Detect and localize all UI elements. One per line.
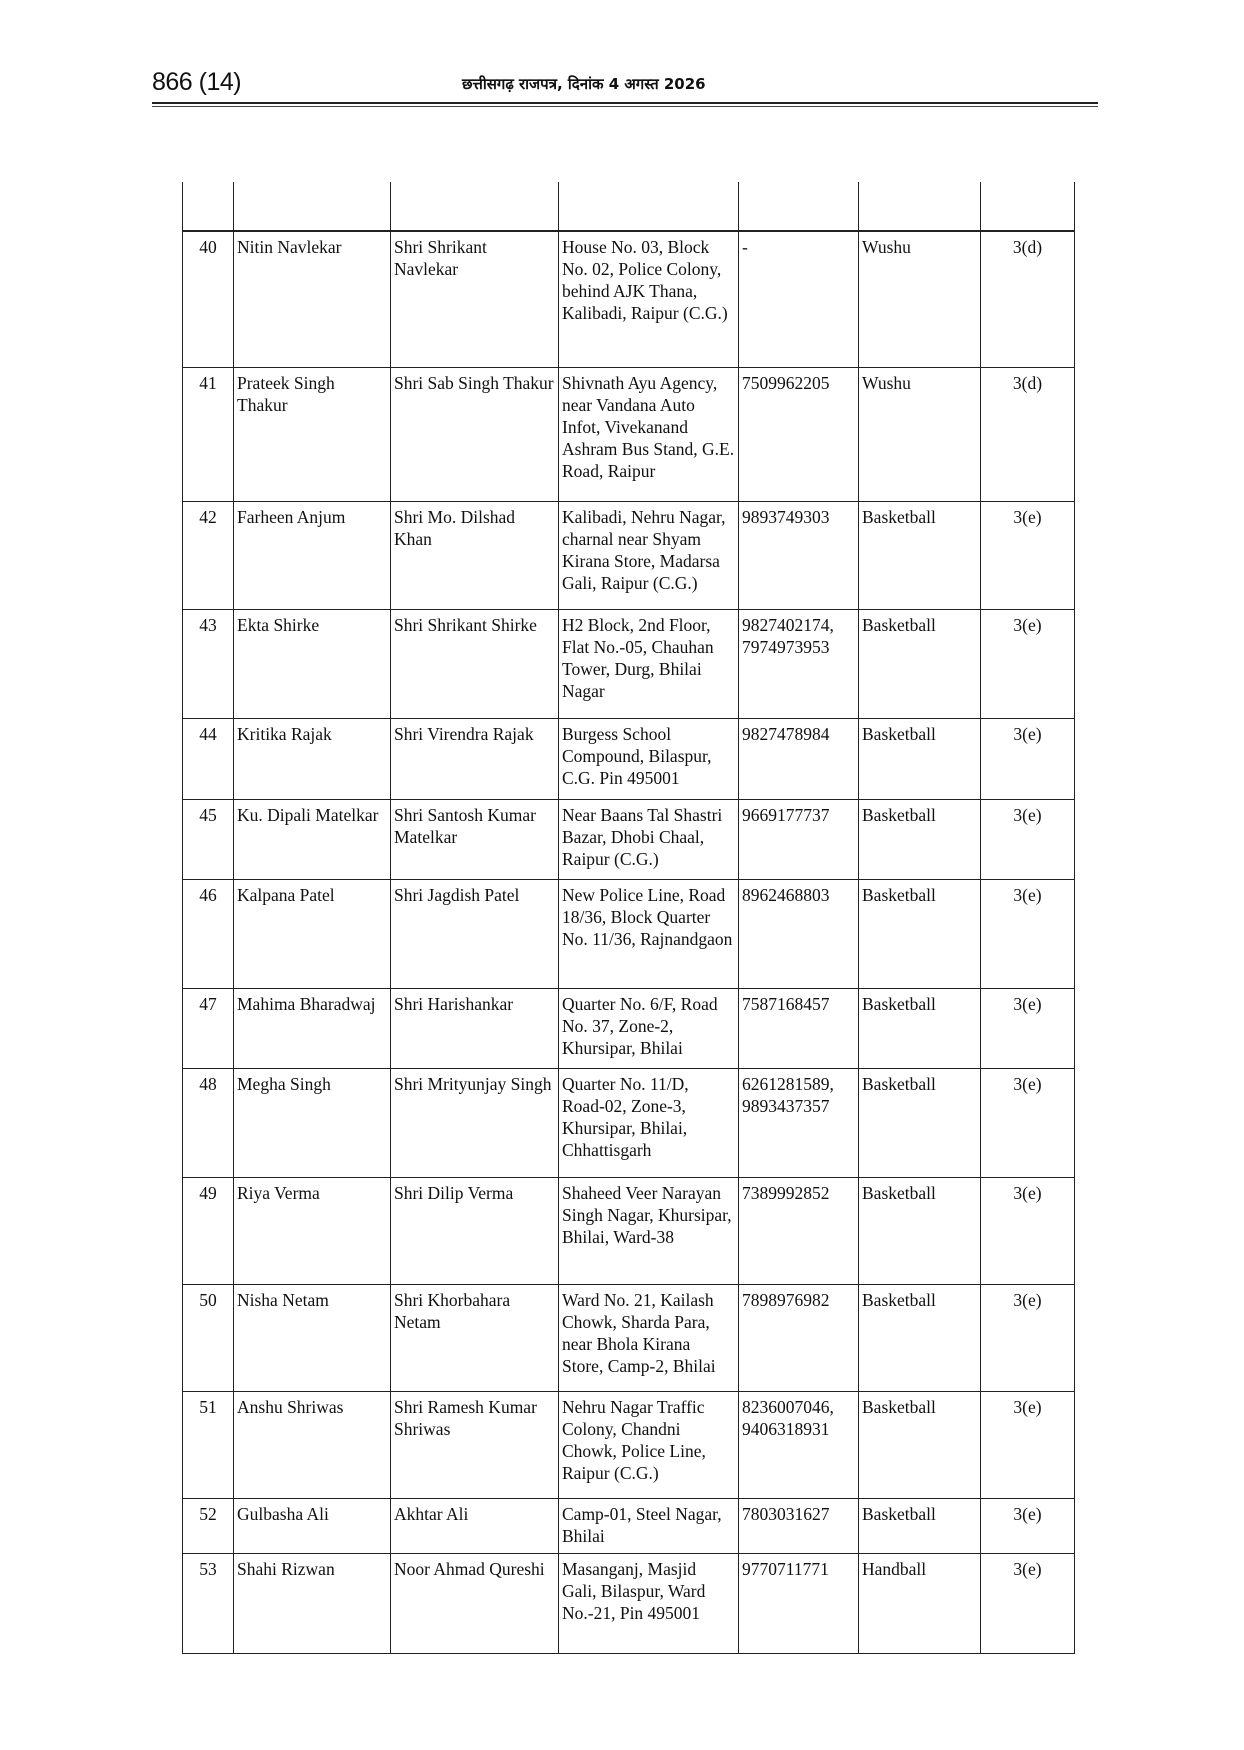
page-header [152, 68, 1098, 104]
phone: 7389992852 [739, 1177, 859, 1284]
table-row [183, 1068, 1075, 1177]
player-name: Mahima Bharadwaj [234, 988, 391, 1068]
father-name: Akhtar Ali [391, 1498, 559, 1553]
sport: Basketball [859, 1284, 981, 1391]
phone: 6261281589, 9893437357 [739, 1068, 859, 1177]
header-cell [391, 182, 559, 231]
sport: Basketball [859, 799, 981, 879]
serial-number: 46 [183, 879, 234, 988]
phone: 9893749303 [739, 501, 859, 609]
phone: 8962468803 [739, 879, 859, 988]
table-row [183, 1553, 1075, 1653]
player-name: Nisha Netam [234, 1284, 391, 1391]
table-row [183, 609, 1075, 718]
player-name: Nitin Navlekar [234, 231, 391, 367]
address: Shivnath Ayu Agency, near Vandana Auto Infot, Vivekanand Ashram Bus Stand, G.E. Road, Raipur [559, 367, 739, 501]
serial-number: 43 [183, 609, 234, 718]
phone: - [739, 231, 859, 367]
father-name: Shri Mrityunjay Singh [391, 1068, 559, 1177]
address: Quarter No. 11/D, Road-02, Zone-3, Khursipar, Bhilai, Chhattisgarh [559, 1068, 739, 1177]
sport: Basketball [859, 1391, 981, 1498]
address: Shaheed Veer Narayan Singh Nagar, Khursipar, Bhilai, Ward-38 [559, 1177, 739, 1284]
father-name: Shri Virendra Rajak [391, 718, 559, 799]
table-row [183, 1284, 1075, 1391]
table-row [183, 501, 1075, 609]
header-cell [234, 182, 391, 231]
phone: 7509962205 [739, 367, 859, 501]
category: 3(d) [981, 367, 1075, 501]
serial-number: 44 [183, 718, 234, 799]
sport: Basketball [859, 501, 981, 609]
player-name: Prateek Singh Thakur [234, 367, 391, 501]
sport: Basketball [859, 1177, 981, 1284]
address: Burgess School Compound, Bilaspur, C.G. Pin 495001 [559, 718, 739, 799]
table-row [183, 799, 1075, 879]
father-name: Shri Mo. Dilshad Khan [391, 501, 559, 609]
father-name: Shri Khorbahara Netam [391, 1284, 559, 1391]
father-name: Noor Ahmad Qureshi [391, 1553, 559, 1653]
player-name: Kritika Rajak [234, 718, 391, 799]
phone: 9669177737 [739, 799, 859, 879]
serial-number: 51 [183, 1391, 234, 1498]
header-cell [183, 182, 234, 231]
address: Kalibadi, Nehru Nagar, charnal near Shyam Kirana Store, Madarsa Gali, Raipur (C.G.) [559, 501, 739, 609]
sport: Basketball [859, 988, 981, 1068]
category: 3(e) [981, 879, 1075, 988]
header-cell [559, 182, 739, 231]
category: 3(e) [981, 1177, 1075, 1284]
table-row [183, 1498, 1075, 1553]
address: New Police Line, Road 18/36, Block Quarter No. 11/36, Rajnandgaon [559, 879, 739, 988]
table-row [183, 231, 1075, 367]
category: 3(e) [981, 1553, 1075, 1653]
father-name: Shri Shrikant Navlekar [391, 231, 559, 367]
phone: 9827402174, 7974973953 [739, 609, 859, 718]
phone: 9827478984 [739, 718, 859, 799]
player-name: Megha Singh [234, 1068, 391, 1177]
sport: Basketball [859, 879, 981, 988]
father-name: Shri Harishankar [391, 988, 559, 1068]
header-cell [739, 182, 859, 231]
phone: 7587168457 [739, 988, 859, 1068]
address: Masanganj, Masjid Gali, Bilaspur, Ward No.-21, Pin 495001 [559, 1553, 739, 1653]
category: 3(e) [981, 799, 1075, 879]
phone: 8236007046, 9406318931 [739, 1391, 859, 1498]
serial-number: 49 [183, 1177, 234, 1284]
serial-number: 47 [183, 988, 234, 1068]
address: Quarter No. 6/F, Road No. 37, Zone-2, Khursipar, Bhilai [559, 988, 739, 1068]
serial-number: 45 [183, 799, 234, 879]
category: 3(e) [981, 718, 1075, 799]
serial-number: 48 [183, 1068, 234, 1177]
serial-number: 53 [183, 1553, 234, 1653]
player-name: Anshu Shriwas [234, 1391, 391, 1498]
header-divider [152, 106, 1098, 107]
serial-number: 52 [183, 1498, 234, 1553]
player-name: Riya Verma [234, 1177, 391, 1284]
sport: Basketball [859, 1498, 981, 1553]
sport: Basketball [859, 609, 981, 718]
header-cell [981, 182, 1075, 231]
address: Ward No. 21, Kailash Chowk, Sharda Para, near Bhola Kirana Store, Camp-2, Bhilai [559, 1284, 739, 1391]
category: 3(d) [981, 231, 1075, 367]
serial-number: 42 [183, 501, 234, 609]
page-number: 866 (14) [152, 68, 242, 96]
category: 3(e) [981, 609, 1075, 718]
table-row [183, 718, 1075, 799]
phone: 7898976982 [739, 1284, 859, 1391]
address: Nehru Nagar Traffic Colony, Chandni Chowk, Police Line, Raipur (C.G.) [559, 1391, 739, 1498]
records-table [182, 182, 1075, 1654]
father-name: Shri Jagdish Patel [391, 879, 559, 988]
category: 3(e) [981, 1391, 1075, 1498]
address: Near Baans Tal Shastri Bazar, Dhobi Chaal, Raipur (C.G.) [559, 799, 739, 879]
father-name: Shri Dilip Verma [391, 1177, 559, 1284]
category: 3(e) [981, 988, 1075, 1068]
father-name: Shri Shrikant Shirke [391, 609, 559, 718]
player-name: Gulbasha Ali [234, 1498, 391, 1553]
player-name: Ku. Dipali Matelkar [234, 799, 391, 879]
table-row [183, 988, 1075, 1068]
player-name: Shahi Rizwan [234, 1553, 391, 1653]
gazette-title: छत्तीसगढ़ राजपत्र, दिनांक 4 अगस्त 2026 [462, 75, 706, 93]
table-row [183, 1391, 1075, 1498]
phone: 7803031627 [739, 1498, 859, 1553]
serial-number: 40 [183, 231, 234, 367]
table-row [183, 1177, 1075, 1284]
serial-number: 50 [183, 1284, 234, 1391]
father-name: Shri Sab Singh Thakur [391, 367, 559, 501]
serial-number: 41 [183, 367, 234, 501]
category: 3(e) [981, 1498, 1075, 1553]
father-name: Shri Santosh Kumar Matelkar [391, 799, 559, 879]
category: 3(e) [981, 1068, 1075, 1177]
address: Camp-01, Steel Nagar, Bhilai [559, 1498, 739, 1553]
sport: Basketball [859, 718, 981, 799]
address: House No. 03, Block No. 02, Police Colony, behind AJK Thana, Kalibadi, Raipur (C.G.) [559, 231, 739, 367]
sport: Basketball [859, 1068, 981, 1177]
player-name: Farheen Anjum [234, 501, 391, 609]
father-name: Shri Ramesh Kumar Shriwas [391, 1391, 559, 1498]
phone: 9770711771 [739, 1553, 859, 1653]
category: 3(e) [981, 501, 1075, 609]
sport: Wushu [859, 367, 981, 501]
table-header-row [183, 182, 1075, 231]
player-name: Kalpana Patel [234, 879, 391, 988]
sport: Handball [859, 1553, 981, 1653]
player-name: Ekta Shirke [234, 609, 391, 718]
table-row [183, 879, 1075, 988]
sport: Wushu [859, 231, 981, 367]
header-cell [859, 182, 981, 231]
table-row [183, 367, 1075, 501]
address: H2 Block, 2nd Floor, Flat No.-05, Chauhan Tower, Durg, Bhilai Nagar [559, 609, 739, 718]
category: 3(e) [981, 1284, 1075, 1391]
